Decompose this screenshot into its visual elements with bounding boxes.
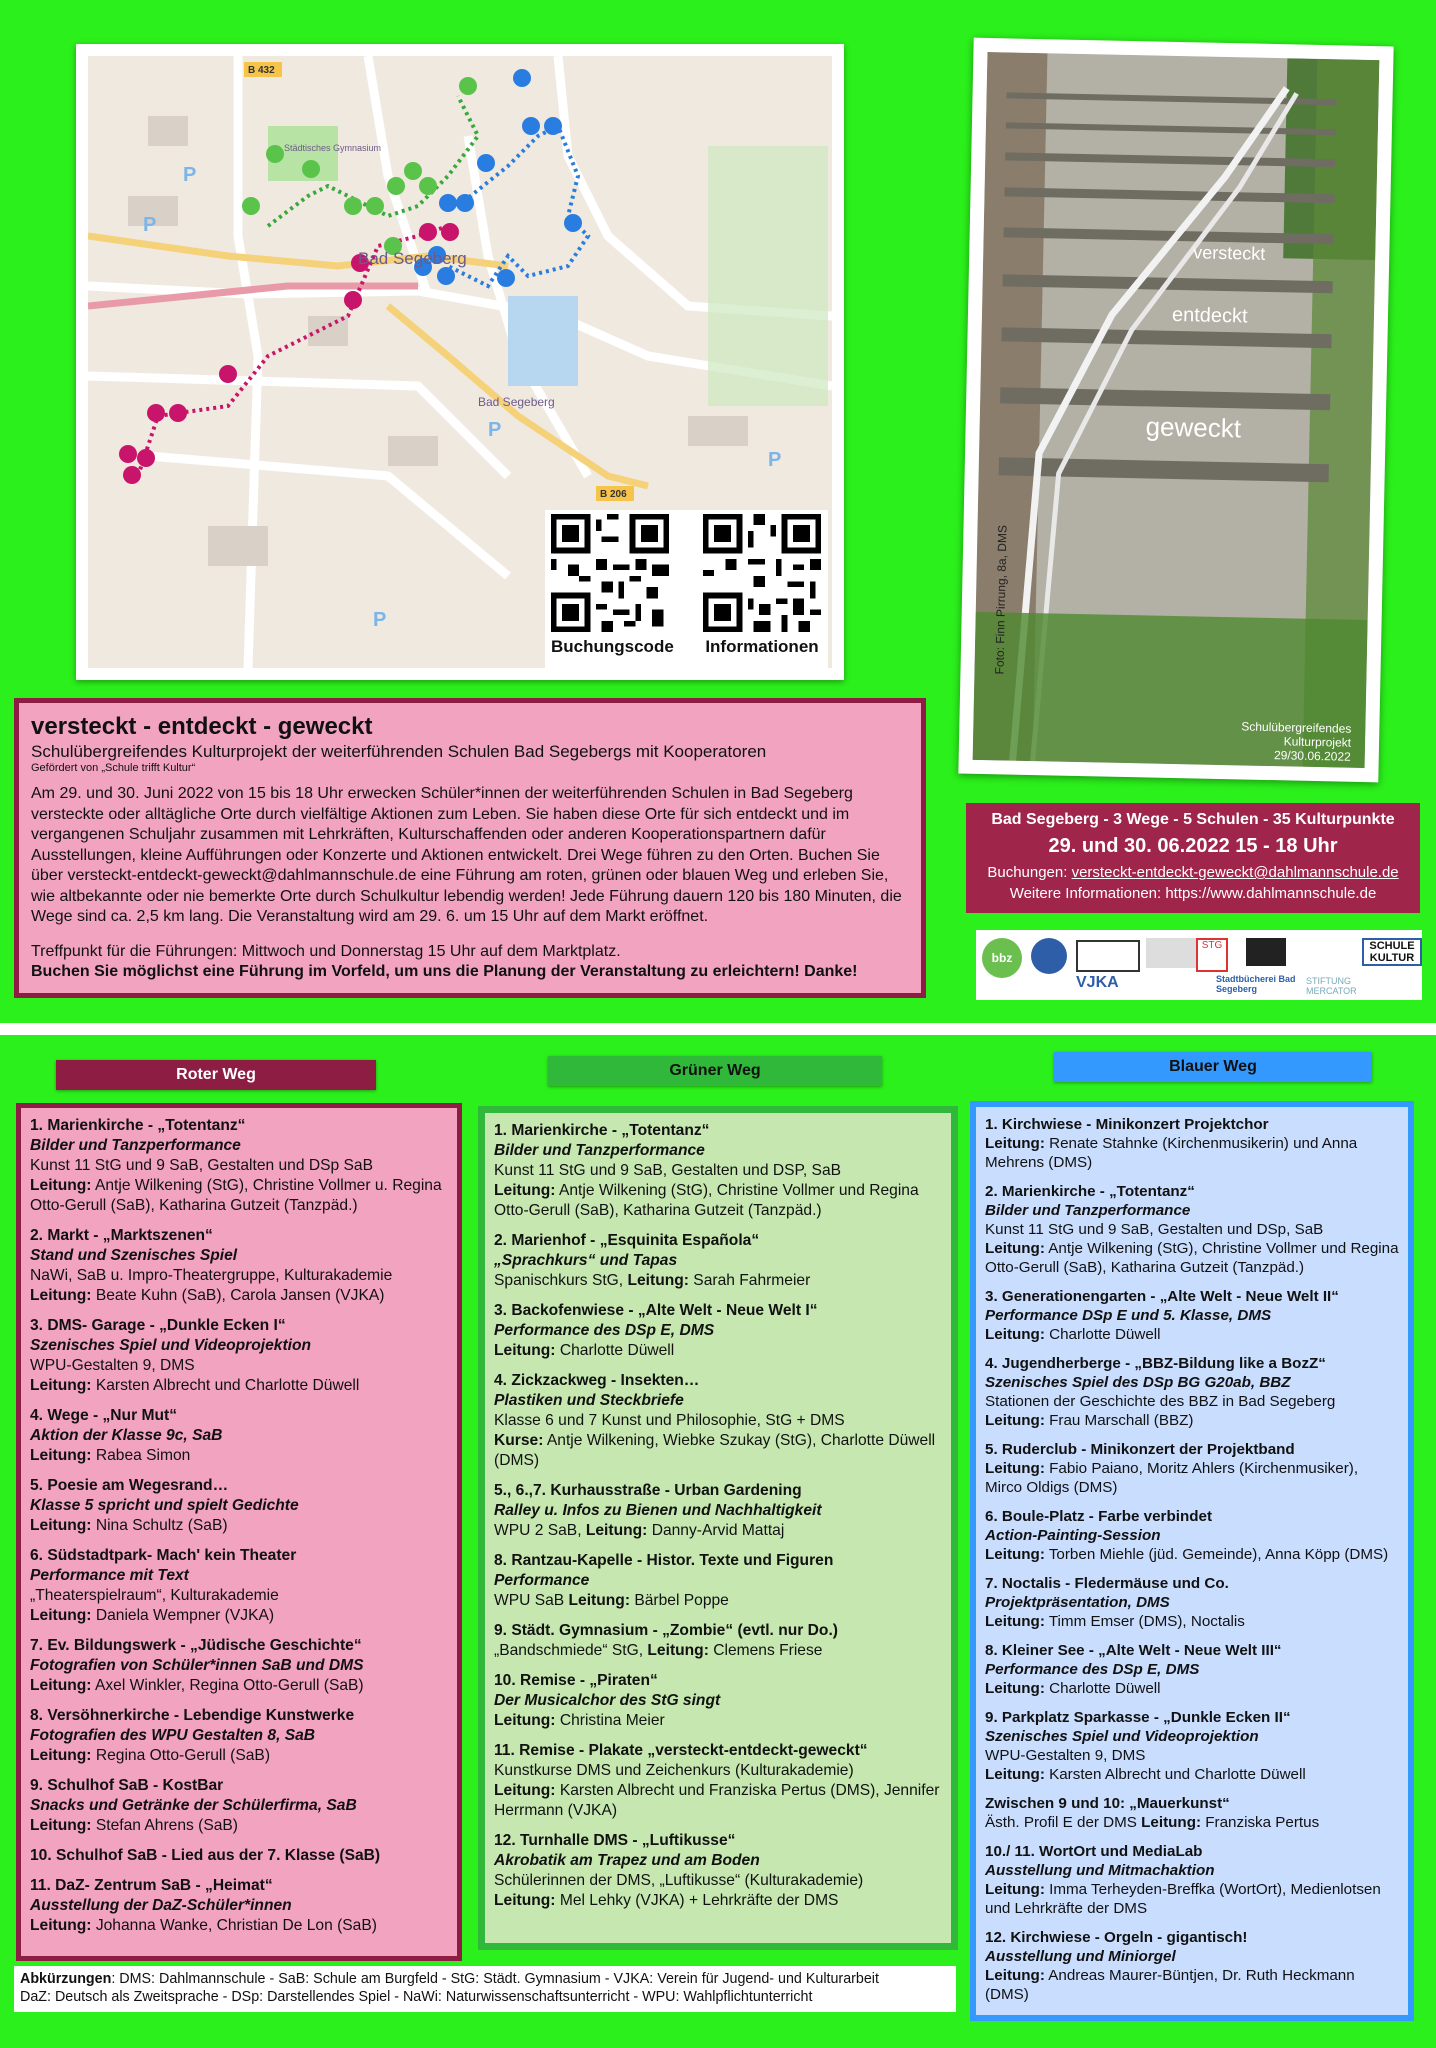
section-divider: [0, 1023, 1436, 1035]
stop-subtitle: Akrobatik am Trapez und am Boden: [494, 1852, 760, 1869]
photo-caption-line1: Schulübergreifendes: [1241, 719, 1352, 736]
stop-details: [494, 1271, 942, 1291]
blue-route-stop: [985, 1641, 1399, 1698]
stop-subtitle: Bilder und Tanzperformance: [494, 1142, 705, 1159]
stop-leader-label: Leitung:: [30, 1447, 92, 1464]
qr-booking[interactable]: [551, 514, 674, 657]
stop-leader-names: Christina Meier: [555, 1712, 665, 1729]
stop-heading: 6. Südstadtpark- Mach' kein Theater: [30, 1547, 297, 1564]
stop-heading: 4. Wege - „Nur Mut“: [30, 1407, 177, 1424]
stop-heading: 4. Zickzackweg - Insekten…: [494, 1372, 700, 1389]
stop-subtitle: Der Musicalchor des StG singt: [494, 1692, 721, 1709]
stop-description: Kunst 11 StG und 9 SaB, Gestalten und DSP, SaB: [494, 1162, 842, 1179]
green-route-stop: [494, 1301, 942, 1361]
stop-details: [494, 1641, 942, 1661]
stop-details: [985, 1746, 1399, 1784]
stop-description: Spanischkurs StG,: [494, 1272, 624, 1289]
stop-leader-label: Leitung:: [30, 1517, 92, 1534]
stop-heading: 6. Boule-Platz - Farbe verbindet: [985, 1508, 1213, 1525]
red-route-stop: [30, 1316, 448, 1396]
stop-description: WPU 2 SaB,: [494, 1522, 582, 1539]
stop-subtitle: Performance: [494, 1572, 590, 1589]
bbz-logo: bbz: [982, 938, 1022, 978]
stop-description: Stationen der Geschichte des BBZ in Bad Segeberg: [985, 1393, 1336, 1410]
booking-email-link[interactable]: versteckt-entdeckt-geweckt@dahlmannschule.de: [1071, 864, 1399, 881]
abbreviations-schools: : DMS: Dahlmannschule - SaB: Schule am Burgfeld - StG: Städt. Gymnasium - VJKA: Verein für Jugend- und Kulturarbeit: [111, 1971, 879, 1987]
blue-route-stop: [985, 1354, 1399, 1430]
red-route-stop: [30, 1706, 448, 1766]
stop-leader-label: Leitung:: [985, 1326, 1045, 1343]
stop-leader-label: Leitung:: [985, 1680, 1045, 1697]
stop-details: [30, 1266, 448, 1306]
qr-panel: [545, 510, 828, 668]
red-route-stop: [30, 1476, 448, 1536]
stop-leader-label: Leitung:: [30, 1677, 92, 1694]
stop-description: Schülerinnen der DMS, „Luftikusse“ (Kulturakademie): [494, 1872, 864, 1889]
stop-leader-names: Stefan Ahrens (SaB): [91, 1817, 238, 1834]
road-label-b432: B 432: [248, 65, 275, 76]
stop-details: [30, 1516, 448, 1536]
road-label-b206: B 206: [600, 489, 627, 500]
stop-details: [985, 1612, 1399, 1631]
stop-leader-names: Danny-Arvid Mattaj: [647, 1522, 785, 1539]
stop-leader-names: Beate Kuhn (SaB), Carola Jansen (VJKA): [91, 1287, 385, 1304]
banner-summary: Bad Segeberg - 3 Wege - 5 Schulen - 35 Kulturpunkte: [991, 811, 1395, 828]
stop-leader-label: Leitung:: [30, 1747, 92, 1764]
event-banner: [966, 803, 1420, 913]
project-info-box: [14, 698, 926, 998]
stop-description: WPU-Gestalten 9, DMS: [30, 1357, 195, 1374]
stop-leader-label: Leitung:: [494, 1892, 556, 1909]
stop-leader-names: Charlotte Düwell: [555, 1342, 675, 1359]
stop-leader-names: Nina Schultz (SaB): [91, 1517, 228, 1534]
stairs-illustration: [973, 52, 1380, 768]
stop-subtitle: Action-Painting-Session: [985, 1527, 1161, 1544]
stop-subtitle: Stand und Szenisches Spiel: [30, 1247, 238, 1264]
stop-leader-names: Clemens Friese: [708, 1642, 823, 1659]
stop-details: [30, 1746, 448, 1766]
parking-sign: P: [488, 419, 502, 441]
stop-details: [985, 1220, 1399, 1277]
parking-sign: P: [768, 449, 782, 471]
blue-route-stop: [985, 1842, 1399, 1918]
blue-route-stop: [985, 1794, 1399, 1832]
stop-details: [30, 1816, 448, 1836]
stop-subtitle: Ralley u. Infos zu Bienen und Nachhaltigkeit: [494, 1502, 822, 1519]
stop-heading: 5. Poesie am Wegesrand…: [30, 1477, 229, 1494]
blue-route-stop: [985, 1574, 1399, 1631]
red-route-stop: [30, 1226, 448, 1306]
stop-subtitle: Bilder und Tanzperformance: [985, 1202, 1191, 1219]
lake: [508, 296, 578, 386]
stop-heading: 7. Noctalis - Fledermäuse und Co.: [985, 1575, 1229, 1592]
red-route-list: [16, 1103, 462, 1961]
stop-leader-label: Leitung:: [985, 1613, 1045, 1630]
red-route-stop: [30, 1116, 448, 1216]
mercator-logo: STIFTUNG MERCATOR: [1306, 976, 1357, 996]
qr-code-icon: [551, 514, 669, 632]
stop-description: Kunst 11 StG und 9 SaB, Gestalten und DSp, SaB: [985, 1221, 1324, 1238]
gymnasium-label: Städtisches Gymnasium: [284, 143, 382, 153]
blue-route-stop: [985, 1928, 1399, 2004]
sponsor-logos: [976, 930, 1422, 1000]
town-label: Bad Segeberg: [478, 395, 555, 409]
stop-details: [494, 1411, 942, 1471]
red-route-stop: [30, 1636, 448, 1696]
green-route-stop: [494, 1621, 942, 1661]
stop-subtitle: Plastiken und Steckbriefe: [494, 1392, 684, 1409]
stop-description: Kunstkurse DMS und Zeichenkurs (Kulturakademie): [494, 1762, 854, 1779]
stop-details: [494, 1871, 942, 1911]
stop-heading: 1. Kirchwiese - Minikonzert Projektchor: [985, 1116, 1269, 1133]
step-word-1: versteckt: [1193, 242, 1266, 264]
red-route-stop: [30, 1406, 448, 1466]
blue-route-stop: [985, 1507, 1399, 1564]
stop-leader-label: Kurse:: [494, 1432, 544, 1449]
stop-details: [30, 1356, 448, 1396]
tab-red-route: Roter Weg: [56, 1060, 376, 1090]
qr-info[interactable]: [703, 514, 821, 657]
stop-description: WPU-Gestalten 9, DMS: [985, 1747, 1146, 1764]
stop-subtitle: Ausstellung und Mitmachaktion: [985, 1862, 1215, 1879]
stop-subtitle: Szenisches Spiel und Videoprojektion: [985, 1728, 1259, 1745]
project-subtitle: Schulübergreifendes Kulturprojekt der weiterführenden Schulen Bad Segebergs mit Kooperatoren: [31, 742, 767, 761]
stop-leader-names: Sarah Fahrmeier: [688, 1272, 811, 1289]
stop-leader-names: Timm Emser (DMS), Noctalis: [1044, 1613, 1245, 1630]
stop-details: [30, 1586, 448, 1626]
stop-heading: 9. Parkplatz Sparkasse - „Dunkle Ecken II“: [985, 1709, 1291, 1726]
stop-leader-label: Leitung:: [30, 1817, 92, 1834]
stop-leader-label: Leitung:: [985, 1766, 1045, 1783]
stop-leader-names: Imma Terheyden-Breffka (WortOrt), Medienlotsen und Lehrkräfte der DMS: [985, 1881, 1381, 1917]
green-route-stop: [494, 1481, 942, 1541]
stop-heading: 2. Marienhof - „Esquinita Española“: [494, 1232, 760, 1249]
stop-leader-names: Bärbel Poppe: [630, 1592, 729, 1609]
green-route-stop: [494, 1671, 942, 1731]
green-route-stop: [494, 1231, 942, 1291]
stop-description: Kunst 11 StG und 9 SaB, Gestalten und DSp SaB: [30, 1157, 373, 1174]
abbreviations-box: [14, 1966, 956, 2012]
blue-route-stop: [985, 1440, 1399, 1497]
stop-details: [985, 1392, 1399, 1430]
abbreviations-label: Abkürzungen: [20, 1971, 112, 1987]
stop-leader-names: Rabea Simon: [91, 1447, 191, 1464]
stop-leader-names: Antje Wilkening (StG), Christine Vollmer und Regina Otto-Gerull (SaB), Katharina Gutzeit (Tanzpäd.): [985, 1240, 1399, 1276]
stop-heading: 10./ 11. WortOrt und MediaLab: [985, 1843, 1203, 1860]
stop-heading: 3. Generationengarten - „Alte Welt - Neue Welt II“: [985, 1288, 1339, 1305]
stop-leader-label: Leitung:: [581, 1522, 648, 1539]
stop-leader-names: Frau Marschall (BBZ): [1044, 1412, 1194, 1429]
stop-leader-names: Fabio Paiano, Moritz Ahlers (Kirchenmusiker), Mirco Oldigs (DMS): [985, 1460, 1359, 1496]
stop-description: WPU SaB: [494, 1592, 565, 1609]
stop-leader-names: Antje Wilkening (StG), Christine Vollmer und Regina Otto-Gerull (SaB), Katharina Gutzeit (Tanzpäd.): [494, 1182, 919, 1219]
stop-leader-label: Leitung:: [494, 1342, 556, 1359]
tab-blue-route: Blauer Weg: [1054, 1052, 1372, 1082]
stop-subtitle: Szenisches Spiel des DSp BG G20ab, BBZ: [985, 1374, 1291, 1391]
stop-heading: 12. Turnhalle DMS - „Luftikusse“: [494, 1832, 736, 1849]
stop-subtitle: Klasse 5 spricht und spielt Gedichte: [30, 1497, 299, 1514]
dark-logo: [1246, 938, 1286, 966]
stop-details: [985, 1966, 1399, 2004]
banner-dates: 29. und 30. 06.2022 15 - 18 Uhr: [1048, 835, 1338, 857]
stop-leader-label: Leitung:: [985, 1967, 1045, 1984]
stop-leader-label: Leitung:: [30, 1377, 92, 1394]
red-route-stop: [30, 1876, 448, 1936]
stop-heading: 8. Versöhnerkirche - Lebendige Kunstwerke: [30, 1707, 355, 1724]
stop-leader-label: Leitung:: [30, 1177, 92, 1194]
photo-credit: Foto: Finn Pirrung, 8a, DMS: [992, 524, 1010, 675]
step-word-2: entdeckt: [1171, 303, 1248, 328]
stop-details: [985, 1679, 1399, 1698]
stop-heading: 3. DMS- Garage - „Dunkle Ecken I“: [30, 1317, 286, 1334]
stop-details: [494, 1341, 942, 1361]
green-route-stop: [494, 1371, 942, 1471]
stop-leader-names: Regina Otto-Gerull (SaB): [91, 1747, 271, 1764]
stairs-photo: [973, 52, 1380, 768]
stop-leader-label: Leitung:: [985, 1460, 1045, 1477]
stop-subtitle: Aktion der Klasse 9c, SaB: [30, 1427, 223, 1444]
project-title: versteckt - entdeckt - geweckt: [31, 713, 373, 740]
stop-heading: 11. DaZ- Zentrum SaB - „Heimat“: [30, 1877, 273, 1894]
photo-caption: [1211, 719, 1352, 764]
stop-heading: 3. Backofenwiese - „Alte Welt - Neue Welt I“: [494, 1302, 818, 1319]
stop-description: „Theaterspielraum“, Kulturakademie: [30, 1587, 279, 1604]
stop-details: [494, 1161, 942, 1221]
stop-details: [985, 1325, 1399, 1344]
red-route-stop: [30, 1846, 448, 1866]
school-seal-logo: [1031, 938, 1067, 974]
stop-heading: 2. Markt - „Marktszenen“: [30, 1227, 213, 1244]
step-word-3: geweckt: [1145, 411, 1242, 444]
stop-leader-names: Mel Lehky (VJKA) + Lehrkräfte der DMS: [555, 1892, 839, 1909]
stop-heading: 2. Marienkirche - „Totentanz“: [985, 1183, 1195, 1200]
stop-details: [494, 1521, 942, 1541]
stop-leader-label: Leitung:: [1136, 1814, 1202, 1831]
stg-logo: STG: [1196, 938, 1228, 972]
blue-route-list: [970, 1101, 1414, 2021]
stop-leader-label: Leitung:: [985, 1412, 1045, 1429]
parking-sign: P: [143, 214, 157, 236]
stop-details: [985, 1880, 1399, 1918]
photo-card: [958, 38, 1393, 783]
blue-route-stop: [985, 1287, 1399, 1344]
stop-heading: 4. Jugendherberge - „BBZ-Bildung like a BozZ“: [985, 1355, 1326, 1372]
project-description: Am 29. und 30. Juni 2022 von 15 bis 18 Uhr erwecken Schüler*innen der weiterführenden Schulen in Bad Segeberg versteckte oder alltägliche Orte durch vielfältige Aktionen zum Leben. Sie haben diese Orte für sich entdeckt und im vergangenen Schuljahr zusammen mit Lehrkräften, Kulturschaffenden oder anderen Kooperationspartnern dafür Ausstellungen, kleine Aufführungen oder Konzerte und Aktionen entwickelt. Drei Wege führen zu den Orten. Buchen Sie über versteckt-entdeckt-geweckt@dahlmannschule.de eine Führung am roten, grünen oder blauen Weg und erleben Sie, wie altbekannte oder nie bemerkte Orte durch Schulkultur lebendig werden! Jede Führung dauern 120 bis 180 Minuten, die Wege sind ca. 2,5 km lang. Die Veranstaltung wird am 29. 6. um 15 Uhr auf dem Markt eröffnet.: [31, 785, 902, 925]
stop-details: [494, 1711, 942, 1731]
stop-leader-label: Leitung:: [494, 1782, 556, 1799]
stop-heading: 5., 6.,7. Kurhausstraße - Urban Gardening: [494, 1482, 802, 1499]
stop-leader-label: Leitung:: [985, 1881, 1045, 1898]
stop-leader-names: Johanna Wanke, Christian De Lon (SaB): [91, 1917, 377, 1934]
stop-leader-label: Leitung:: [30, 1917, 92, 1934]
photo-caption-line2: Kulturprojekt 29/30.06.2022: [1273, 734, 1352, 764]
stadtbuecherei-logo: Stadtbücherei Bad Segeberg: [1216, 974, 1296, 994]
stop-leader-label: Leitung:: [30, 1287, 92, 1304]
stop-leader-names: Karsten Albrecht und Charlotte Düwell: [91, 1377, 360, 1394]
stop-subtitle: Szenisches Spiel und Videoprojektion: [30, 1337, 312, 1354]
stop-details: [985, 1134, 1399, 1172]
stop-leader-label: Leitung:: [985, 1240, 1045, 1257]
stop-heading: 11. Remise - Plakate „versteckt-entdeckt-geweckt“: [494, 1742, 868, 1759]
stop-subtitle: „Sprachkurs“ und Tapas: [494, 1252, 678, 1269]
parking-sign: P: [183, 164, 197, 186]
stop-details: [985, 1545, 1399, 1564]
qr-code-icon: [703, 514, 821, 632]
parking-sign: P: [373, 609, 387, 631]
stop-subtitle: Projektpräsentation, DMS: [985, 1594, 1170, 1611]
stop-details: [30, 1156, 448, 1216]
stop-leader-label: Leitung:: [564, 1592, 631, 1609]
schule-kultur-logo: SCHULE KULTUR: [1362, 938, 1422, 966]
stop-details: [30, 1446, 448, 1466]
abbreviations-line-1: [20, 1970, 950, 1988]
green-route-list: [478, 1106, 958, 1950]
stop-subtitle: Performance des DSp E, DMS: [494, 1322, 715, 1339]
tab-green-route: Grüner Weg: [548, 1056, 882, 1086]
green-route-stop: [494, 1551, 942, 1611]
stop-heading: 1. Marienkirche - „Totentanz“: [30, 1117, 246, 1134]
stop-leader-label: Leitung:: [494, 1182, 556, 1199]
banner-booking: [966, 864, 1420, 881]
stop-leader-names: Karsten Albrecht und Charlotte Düwell: [1044, 1766, 1306, 1783]
stop-leader-label: Leitung:: [494, 1712, 556, 1729]
stop-leader-names: Daniela Wempner (VJKA): [91, 1607, 275, 1624]
stop-heading: 9. Schulhof SaB - KostBar: [30, 1777, 224, 1794]
stop-subtitle: Bilder und Tanzperformance: [30, 1137, 241, 1154]
banner-booking-label: Buchungen:: [987, 864, 1072, 881]
stop-subtitle: Performance des DSp E, DMS: [985, 1661, 1200, 1678]
stop-subtitle: Fotografien von Schüler*innen SaB und DMS: [30, 1657, 364, 1674]
stop-heading: Zwischen 9 und 10: „Mauerkunst“: [985, 1795, 1230, 1812]
stop-subtitle: Performance DSp E und 5. Klasse, DMS: [985, 1307, 1272, 1324]
stop-subtitle: Performance mit Text: [30, 1567, 189, 1584]
stop-leader-label: Leitung:: [30, 1607, 92, 1624]
stop-leader-label: Leitung:: [985, 1546, 1045, 1563]
stop-leader-label: Leitung:: [985, 1135, 1045, 1152]
stop-leader-names: Karsten Albrecht und Franziska Pertus (DMS), Jennifer Herrmann (VJKA): [494, 1782, 940, 1819]
vjka-logo: VJKA: [1076, 974, 1119, 991]
stop-heading: 7. Ev. Bildungswerk - „Jüdische Geschichte“: [30, 1637, 362, 1654]
stop-subtitle: Snacks und Getränke der Schülerfirma, SaB: [30, 1797, 357, 1814]
stop-details: [985, 1459, 1399, 1497]
green-route-stop: [494, 1831, 942, 1911]
blue-route-stop: [985, 1182, 1399, 1277]
stop-heading: 12. Kirchwiese - Orgeln - gigantisch!: [985, 1929, 1248, 1946]
stop-heading: 1. Marienkirche - „Totentanz“: [494, 1122, 710, 1139]
green-route-stop: [494, 1121, 942, 1221]
stop-leader-names: Antje Wilkening (StG), Christine Vollmer u. Regina Otto-Gerull (SaB), Katharina Gutzeit (Tanzpäd.): [30, 1177, 442, 1214]
gymnasium-logo: [1076, 940, 1140, 972]
meeting-point: Treffpunkt für die Führungen: Mittwoch und Donnerstag 15 Uhr auf dem Marktplatz.: [31, 942, 621, 960]
stop-subtitle: Ausstellung der DaZ-Schüler*innen: [30, 1897, 292, 1914]
booking-appeal: Buchen Sie möglichst eine Führung im Vorfeld, um uns die Planung der Veranstaltung zu erleichtern! Danke!: [31, 963, 858, 980]
stop-leader-names: Renate Stahnke (Kirchenmusikerin) und Anna Mehrens (DMS): [985, 1135, 1358, 1171]
stop-description: Klasse 6 und 7 Kunst und Philosophie, StG + DMS: [494, 1412, 845, 1429]
stop-subtitle: Fotografien des WPU Gestalten 8, SaB: [30, 1727, 316, 1744]
red-route-stop: [30, 1546, 448, 1626]
blue-route-stop: [985, 1115, 1399, 1172]
funding-note: Gefördert von „Schule trifft Kultur“: [31, 762, 196, 774]
stop-details: [30, 1916, 448, 1936]
stop-heading: 10. Schulhof SaB - Lied aus der 7. Klasse (SaB): [30, 1847, 381, 1864]
stop-leader-names: Charlotte Düwell: [1044, 1680, 1161, 1697]
stop-leader-names: Franziska Pertus: [1201, 1814, 1320, 1831]
stop-details: [985, 1813, 1399, 1832]
qr-label-info: Informationen: [705, 637, 819, 656]
stop-leader-names: Andreas Maurer-Büntjen, Dr. Ruth Heckmann (DMS): [985, 1967, 1355, 2003]
stop-description: Ästh. Profil E der DMS: [985, 1814, 1137, 1831]
abbreviations-line-2: DaZ: Deutsch als Zweitsprache - DSp: Darstellendes Spiel - NaWi: Naturwissenschaftsunterricht - WPU: Wahlpflichtunterricht: [20, 1989, 813, 2005]
stop-heading: 5. Ruderclub - Minikonzert der Projektband: [985, 1441, 1295, 1458]
stop-leader-names: Axel Winkler, Regina Otto-Gerull (SaB): [91, 1677, 364, 1694]
blue-route-stop: [985, 1708, 1399, 1784]
stop-leader-names: Antje Wilkening, Wiebke Szukay (StG), Charlotte Düwell (DMS): [494, 1432, 936, 1469]
qr-label-booking: Buchungscode: [551, 637, 674, 656]
park-area: [708, 146, 828, 406]
banner-website[interactable]: Weitere Informationen: https://www.dahlmannschule.de: [1009, 885, 1377, 902]
stop-description: NaWi, SaB u. Impro-Theatergruppe, Kulturakademie: [30, 1267, 393, 1284]
stop-heading: 10. Remise - „Piraten“: [494, 1672, 658, 1689]
red-route-stop: [30, 1776, 448, 1836]
stop-details: [494, 1591, 942, 1611]
stop-heading: 8. Rantzau-Kapelle - Histor. Texte und Figuren: [494, 1552, 834, 1569]
stop-leader-names: Charlotte Düwell: [1044, 1326, 1161, 1343]
stop-leader-label: Leitung:: [623, 1272, 689, 1289]
stop-heading: 9. Städt. Gymnasium - „Zombie“ (evtl. nur Do.): [494, 1622, 838, 1639]
stop-details: [30, 1676, 448, 1696]
stop-description: „Bandschmiede“ StG,: [494, 1642, 644, 1659]
stop-leader-names: Torben Miehle (jüd. Gemeinde), Anna Köpp (DMS): [1044, 1546, 1389, 1563]
green-route-stop: [494, 1741, 942, 1821]
stop-heading: 8. Kleiner See - „Alte Welt - Neue Welt III“: [985, 1642, 1282, 1659]
stop-leader-label: Leitung:: [643, 1642, 709, 1659]
school-building-logo: [1146, 938, 1196, 968]
stop-details: [494, 1761, 942, 1821]
town-label: Bad Segeberg: [358, 249, 467, 268]
stop-subtitle: Ausstellung und Miniorgel: [985, 1948, 1176, 1965]
